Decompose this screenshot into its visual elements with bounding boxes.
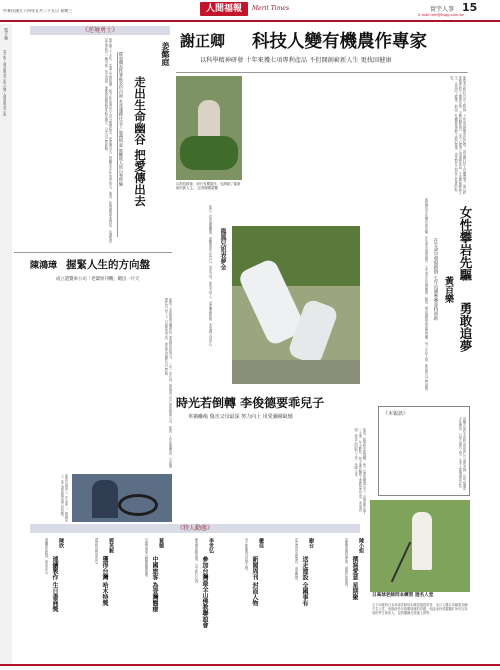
- masthead-email: E-mail:mm@lisgg.com.tw: [418, 13, 464, 17]
- story2-headline: 握緊人生的方向盤: [66, 259, 150, 271]
- story6-box-body: 高爾夫球好手同時也是熱心公益的老師，長年指導青少年練球，日前入選名人堂，為本土球壇增添光彩。: [457, 417, 466, 491]
- photo-ground: [232, 360, 360, 384]
- bottom-item-name: 陳欣: [58, 538, 64, 548]
- story3-photo-caption: 以科技精神，研行有機農作，也開創了健康新的新人生。 記者陳國超攝: [176, 182, 241, 191]
- story4-body: 他說，如果時光能倒轉，他一定要當個乖兒子。出事那年他才二十歲，年少輕狂，如今他在輪椅上重新學習生活，考取證照，靠自己的能力工作，孝順父母。: [353, 428, 366, 515]
- story4-vertical-caption: 龍鳳兒姐表夢金: [219, 228, 226, 270]
- bottom-item-body: 中國旅客來台體驗醫療服務。: [144, 538, 148, 580]
- masthead-section-cn: 實宇人事: [430, 6, 455, 13]
- masthead-logo-text: 人間福報: [205, 4, 242, 14]
- bottom-item-headline: 送走建設 全國事有: [301, 556, 308, 607]
- story6-box-label: 《本報訊》: [383, 411, 409, 417]
- story5-headline2: 勇敢追夢: [458, 302, 473, 352]
- story3-body: 他原本是科技公司工程師，十年前因健康亮起紅燈，決定轉行投入有機農業。他以科學精神研究土壤與作物，不斷試驗改良，至今已獲得七項專利產品，不但開創嶄新人生，也找回了健康。他說，有機農業是對土地的尊重，也是對自己與家人負責的態度。: [449, 76, 466, 195]
- story3-photo: [176, 76, 242, 180]
- story2-header: [30, 258, 170, 292]
- photo-subject-plants: [180, 136, 238, 170]
- bottom-item-body: 參加佛教聯誼會，分享修行心得。: [194, 538, 198, 586]
- bottom-item-body: 獲得特別獎項肯定。: [94, 538, 98, 567]
- bottom-item-headline: 參加台灣最全山佛教聯誼會: [201, 556, 208, 628]
- left-sidebar: [0, 24, 12, 664]
- masthead-date: 中華民國九十四年五月二十五日 星期三: [3, 9, 73, 13]
- bottom-item-headline: 連續製作 生日書商獎: [51, 556, 58, 613]
- list-item: [20, 536, 68, 656]
- left-sidebar-label: 電子報: [4, 28, 9, 40]
- list-item: [120, 536, 168, 656]
- left-sidebar-text: 電子報 人間福報 電子報 訂閱 人間福報 電子報: [2, 50, 7, 116]
- story4-photo: [232, 226, 360, 384]
- story1-body: 他生病了十多年，走過人生最低潮，如今在花蓮以志工身分服務病友，把愛傳出去，鼓勵更多正在受苦的人。他說，疾病讓他學會感恩，也讓他看見生命的另一種可能。每天清晨，他都會到醫院陪伴病友聊天，分享自己的經驗。: [103, 38, 112, 243]
- story4-side-body: 他在一次車禍後癱瘓，最難過的不是自己，而是父母。他努力向上，用愛彌補缺憾，希望讓父母放心。: [208, 205, 212, 349]
- bottom-item-body: 送走建設全國事有，成果豐碩。: [294, 538, 298, 583]
- bottom-item-body: 登上新閣周刊封面人物。: [244, 538, 248, 574]
- bottom-item-headline: 新閣周刊 封面人物: [251, 556, 258, 607]
- bottom-item-headline: 撰寫愛意 星期聚: [351, 556, 358, 601]
- bottom-item-headline: 獲得台灣 哈木特獎: [101, 556, 108, 607]
- story3-rule: [176, 72, 468, 73]
- masthead-section-en: Merit Times: [252, 5, 290, 12]
- section-banner-top: 《逆境勇士》: [30, 26, 170, 35]
- story6-photo: [370, 500, 470, 592]
- photo-subject-bus-driver: [92, 480, 118, 518]
- story5-headline: 女性攀岩先驅: [458, 206, 473, 281]
- story1-subhead: 罹患僵直性脊椎炎仍自助 赴花蓮擔任志工 服務病患 鼓勵他人的自身經驗: [117, 52, 124, 237]
- masthead: [0, 0, 500, 22]
- story2-body-lower: 他常告訴員工，安全第一，服務至上，客人滿意就是最大的回報。: [59, 474, 68, 522]
- story4-headline: 時光若倒轉 李俊德要乖兒子: [176, 396, 325, 410]
- story2-rule: [14, 252, 172, 253]
- bottom-item-headline: 中國旅客 為壹灣醫療: [151, 556, 158, 613]
- story4-subhead: 車禍癱瘓 傷害父母最深 努力向上 用愛彌補缺憾: [188, 414, 293, 420]
- list-item: [70, 536, 118, 656]
- photo-subject-golfer: [412, 512, 432, 570]
- bottom-item-name: 嚴佳: [258, 538, 264, 548]
- story3-subhead: 以科學精神研發 十年來獲七項專利產品 不但開創嶄新人生 更找回健康: [200, 57, 392, 64]
- story2-body-upper: 他從一名遊覽車司機做起，憑著堅持和努力，一步一步打拚，最後成立自己的遊覽車公司。他說，人生就像開車，方向盤握在自己手上，只要認清方向，就能走出屬於自己的路。: [163, 298, 172, 468]
- footer-rule: [0, 664, 500, 666]
- photo-subject-steering-wheel: [118, 494, 158, 516]
- list-item: [320, 536, 368, 656]
- story2-photo: [72, 474, 172, 522]
- bottom-item-name: 謝台: [308, 538, 314, 548]
- story1-headline: 走出生命幽谷 把愛傳出去: [133, 76, 147, 207]
- story6-caption: 日高球老師同本練習 遊名人堂: [372, 593, 434, 598]
- masthead-rule: [0, 20, 500, 22]
- bottom-item-name: 李世弘: [208, 538, 214, 553]
- photo-subject-golf-club: [391, 542, 411, 583]
- bottom-item-body: 星期聚會撰寫愛意，凝聚社區情感。: [344, 538, 348, 590]
- list-item: [170, 536, 218, 656]
- story3-header: [174, 24, 470, 74]
- list-item: [220, 536, 268, 656]
- story5-body: 她是國內女性攀岩的先驅，在生命中發現熱情，七年來多次出國參賽。她說，攀岩讓她學會面對恐懼，每一次往上爬，都是對自己的挑戰。: [424, 198, 428, 394]
- story6-body: 五十四歲的日本高球老師同本練習場經營者，本月入選日本職業高爾夫名人堂，表揚他長年推廣球運的貢獻，他說這份榮耀屬於所有支持他的學生與家人，也將繼續在球場上教學。: [372, 603, 468, 616]
- story1: [14, 38, 172, 244]
- story3-headline: 科技人變有機農作專家: [252, 32, 427, 52]
- bottom-item-body: 連續製作獲獎，深受肯定。: [44, 538, 48, 577]
- masthead-logo: [200, 2, 248, 16]
- masthead-page-no: 15: [462, 1, 478, 14]
- story2-subhead: 成立遊覽車公司「老闆果刊機」闖出一片天: [56, 277, 140, 282]
- story5-subhead: 在生命中發現熱情 七年出國參賽並特別助: [433, 238, 438, 321]
- story2-author: 陳鴻璋: [30, 261, 58, 271]
- section-banner-bottom: 《特人動態》: [30, 524, 360, 533]
- story1-author: 姜懿庭: [161, 42, 170, 66]
- bottom-item-name: 陳小姐: [358, 538, 364, 553]
- bottom-item-name: 郭英毅: [108, 538, 114, 553]
- story6-box: [378, 406, 470, 496]
- story4-header: [176, 394, 386, 428]
- list-item: [270, 536, 318, 656]
- bottom-items: [14, 536, 368, 662]
- story3-author: 謝正卿: [180, 32, 226, 50]
- story5-author: 黃百樂: [443, 276, 453, 303]
- bottom-item-name: 黃德: [158, 538, 164, 548]
